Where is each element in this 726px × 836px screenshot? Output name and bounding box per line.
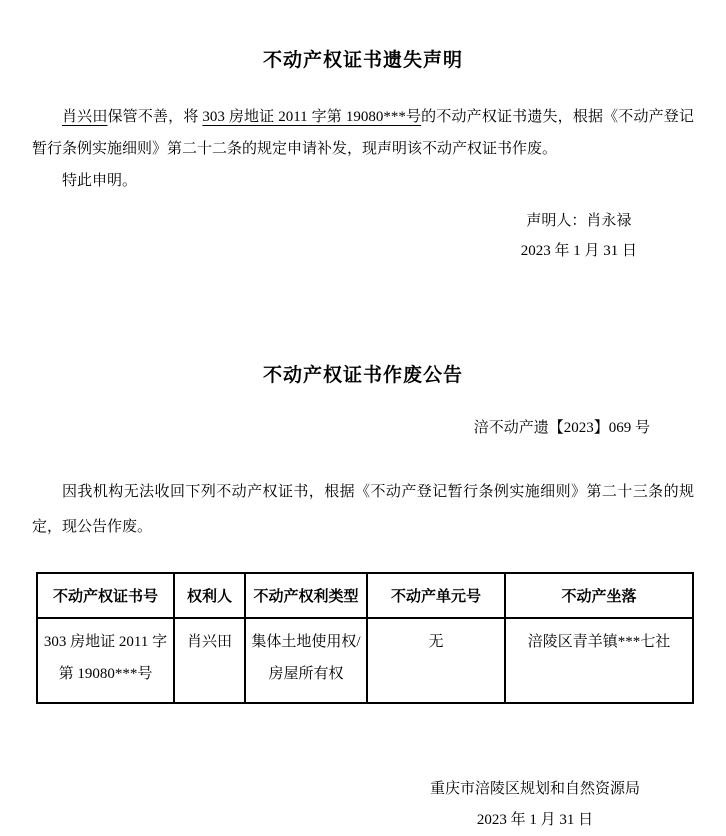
header-certificate-no: 不动产权证书号 [37,573,174,618]
announcement-title: 不动产权证书作废公告 [262,365,463,386]
owner-name-underlined: 肖兴田 [62,109,108,125]
header-location: 不动产坐落 [505,573,693,618]
certificate-table [36,572,694,704]
table-header-row [37,573,693,618]
certificate-no-line2: 第 19080***号 [58,666,153,682]
announcement-body: 因我机构无法收回下列不动产权证书，根据《不动产登记暂行条例实施细则》第二十三条的规定，现公告作废。 [32,484,694,535]
header-right-type: 不动产权利类型 [245,573,367,618]
certificate-number-underlined: 303 房地证 2011 字第 19080***号 [202,109,422,125]
declaration-text-2: 的不动产权证书遗失，根据《不动产登记暂行条例实施细则》第二十二条的规定申请补发，现声明该不动产权证书作废。 [32,109,694,157]
declarant-name: 声明人：肖永禄 [526,213,632,229]
declaration-date: 2023 年 1 月 31 日 [520,243,637,259]
announcement-doc-number: 涪不动产遗【2023】069 号 [473,420,650,436]
table-row [37,618,693,703]
right-type-line1: 集体土地使用权/ [251,634,361,650]
header-holder: 权利人 [174,573,245,618]
announcement-signature [32,774,640,836]
declaration-signature [32,206,637,266]
cell-unit-no: 无 [367,618,505,703]
certificate-no-line1: 303 房地证 2011 字 [43,634,168,650]
cell-holder: 肖兴田 [174,618,245,703]
right-type-line2: 房屋所有权 [268,666,344,682]
declaration-body [32,101,694,165]
declaration-text-1: 保管不善，将 [107,109,203,125]
authority-name: 重庆市涪陵区规划和自然资源局 [429,781,640,797]
cell-certificate-no [37,618,174,703]
cell-right-type [245,618,367,703]
announcement-date: 2023 年 1 月 31 日 [476,812,594,828]
declaration-closing: 特此申明。 [62,173,138,189]
cell-location: 涪陵区青羊镇***七社 [505,618,693,703]
declaration-title: 不动产权证书遗失声明 [262,50,463,71]
header-unit-no: 不动产单元号 [367,573,505,618]
